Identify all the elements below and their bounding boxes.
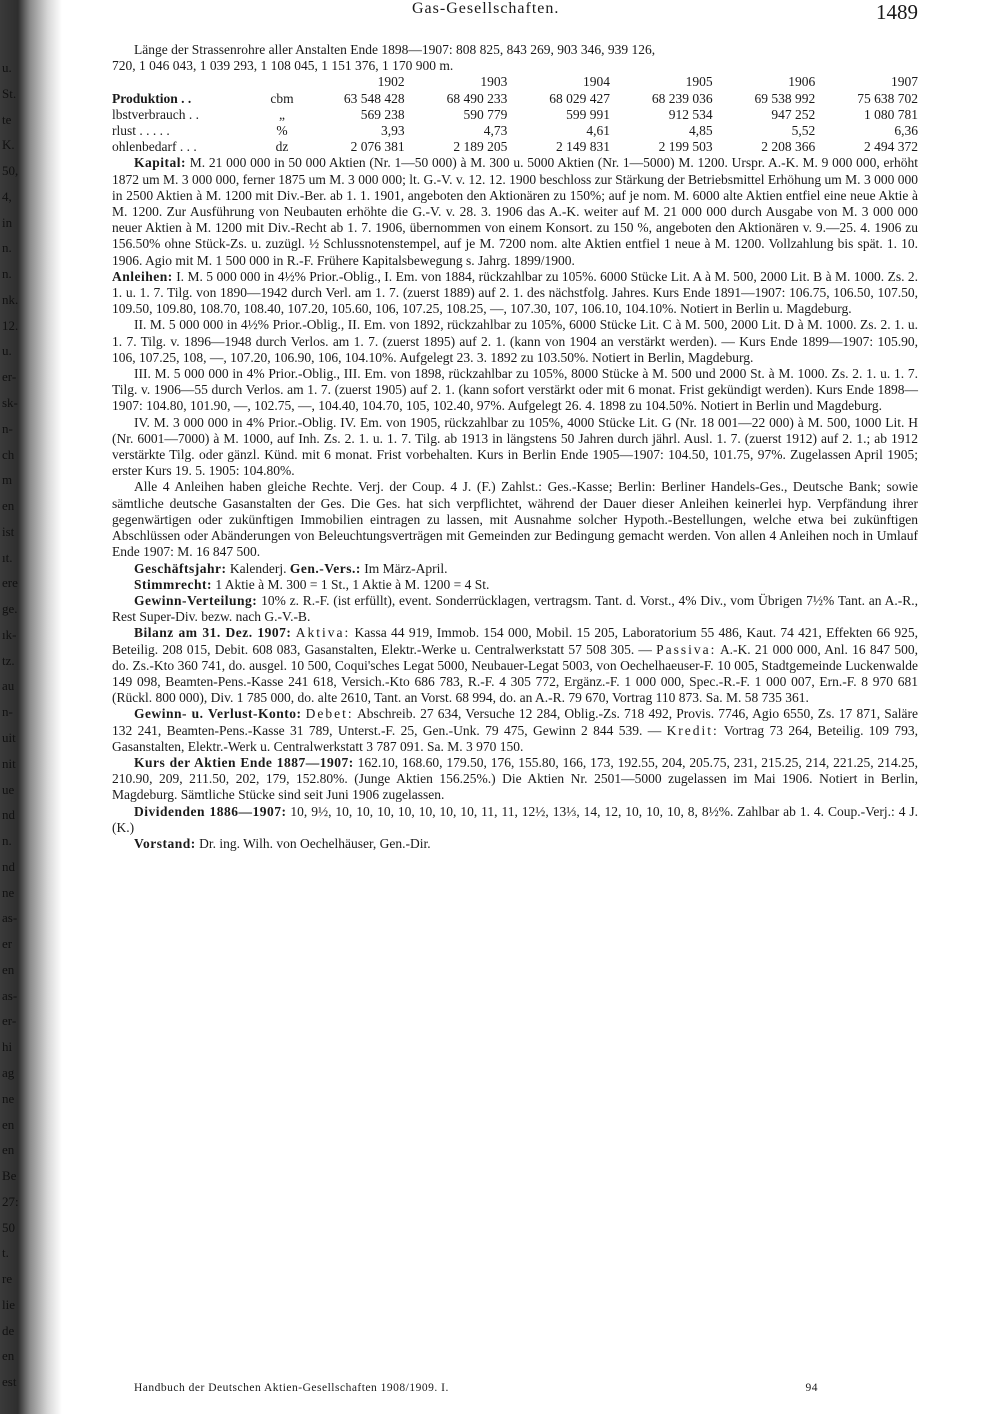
geschaeftsjahr-line: [112, 561, 918, 577]
stimmrecht-line: [112, 577, 918, 593]
table-cell: 68 490 233: [446, 90, 508, 106]
gutter-fragment: 27:: [2, 1193, 19, 1209]
table-cell: 2 076 381: [350, 139, 405, 155]
section-heading: Geschäftsjahr:: [134, 560, 227, 576]
gutter-fragment: u.: [2, 343, 12, 359]
gutter-fragment: n-: [2, 420, 13, 436]
gutter-fragment: n.: [2, 833, 12, 849]
table-cell: 2 199 503: [658, 139, 713, 155]
gutter-fragment: 4,: [2, 188, 12, 204]
passiva-label: Passiva:: [656, 641, 717, 657]
anleihen-section-1: [112, 269, 918, 318]
gutter-fragment: en: [2, 961, 15, 977]
year-header: 1903: [480, 74, 508, 90]
debet-text: Abschreib. 27 634, Versuche 12 284, Oblig.-Zs. 718 492, Provis. 7746, Agio 6550, Zs. 17 871, Saläre 132 241, Beamten-Pens.-Kasse 31 789, Unterst.-F. 25, Gen.-Unk. 79 475, Gewinn 2 844 539.: [112, 706, 918, 738]
gutter-fragment: n.: [2, 266, 12, 282]
row-label: ohlenbedarf . . .: [112, 139, 197, 155]
section-heading: Kurs der Aktien Ende 1887—1907:: [134, 754, 354, 770]
gutter-fragment: as-: [2, 910, 18, 926]
gutter-fragment: est: [2, 1374, 17, 1390]
table-cell: 3,93: [381, 123, 405, 139]
table-cell: 2 208 366: [761, 139, 816, 155]
gutter-fragment: ne: [2, 884, 15, 900]
gutter-fragment: ne: [2, 1090, 15, 1106]
kapital-section: [112, 155, 918, 268]
row-unit: „: [279, 106, 285, 122]
gutter-fragment: 50,: [2, 163, 19, 179]
gutter-fragment: St.: [2, 85, 17, 101]
section-heading: Vorstand:: [134, 835, 196, 851]
table-cell: 69 538 992: [754, 90, 816, 106]
section-text: 10% z. R.-F. (ist erfüllt), event. Sonderrücklagen, vertragsm. Tant. d. Vorst., 4% Div., vom Übrigen 7½% Tant. an A.-R., Rest Super-Div. bezw. nach G.-V.-B.: [112, 592, 918, 625]
footer-publication: Handbuch der Deutschen Aktien-Gesellschaften 1908/1909. I.: [134, 1382, 449, 1394]
gutter-fragment: tz.: [2, 652, 15, 668]
table-cell: 569 238: [360, 106, 405, 122]
gutter-fragment: en: [2, 1116, 15, 1132]
row-unit: cbm: [270, 90, 294, 106]
row-label: lbstverbrauch . .: [112, 106, 199, 122]
gutter-fragment: n-: [2, 704, 13, 720]
production-row: [112, 107, 918, 123]
anleihen-section-2: II. M. 5 000 000 in 4½% Prior.-Oblig., II. Em. von 1892, rückzahlbar zu 105%, 6000 Stücke Lit. C à M. 500, 2000 Lit. D à M. 1000. Zs. 2. 1. u. 1. 7. Tilg. v. 1896—1948 durch Verlos. am 1. 7. (zuerst 1895) auf 2. 1. (kann von 1904 an verstärkt werden). — Kurs Ende 1899—1907: 105.90, 106, 107.25, 108, —, 107.20, 106.90, 106, 104.10%. Aufgelegt 23. 3. 1892 zu 103.50%. Notiert in Berlin, Magdeburg.: [112, 317, 918, 365]
section-text: I. M. 5 000 000 in 4½% Prior.-Oblig., I. Em. von 1884, rückzahlbar zu 105%. 6000 Stücke Lit. A à M. 500, 2000 Lit. B à M. 1000. Zs. 2. 1. u. 1. 7. Tilg. von 1890—1942 durch Verl. am 1. 7. (zuerst 1889) auf 2. 1. des nächstfolg. Jahres. Kurs Ende 1891—1907: 106.75, 106.50, 107.50, 109.50, 109.80, 108.70, 108.40, 107.20, 105.60, 106, 107.25, 108.25, —, 107.30, 107, 106.10, 104.10%. Notiert in Berlin u. Magdeburg.: [112, 268, 918, 317]
gutter-fragment: ık-: [2, 626, 17, 642]
kurs-section: [112, 755, 918, 804]
gutter-fragment: en: [2, 498, 15, 514]
section-text: Dr. ing. Wilh. von Oechelhäuser, Gen.-Dir.: [199, 835, 431, 851]
gutter-fragment: ue: [2, 781, 15, 797]
production-year-row: [112, 74, 918, 90]
gutter-fragment: u.: [2, 60, 12, 75]
section-heading: Anleihen:: [112, 268, 173, 284]
gutter-fragment: er-: [2, 1013, 17, 1029]
gutter-fragment: as-: [2, 987, 18, 1003]
gutter-fragment: nd: [2, 807, 15, 823]
aktiva-text: Kassa 44 919, Immob. 154 000, Mobil. 15 205, Laboratorium 55 486, Kaut. 74 421, Effekten 66 925, Beteilig. 208 015, Debit. 608 083, Gasanstalten, Elektr.-Werke u. Centralwerkstatt 57 508 305.: [112, 625, 919, 657]
gutter-fragment: in: [2, 214, 13, 230]
year-header: 1904: [582, 74, 610, 90]
bilanz-section: Bilanz am 31. Dez. 1907: Aktiva: Kassa 44 919, Immob. 154 000, Mobil. 15 205, Laboratorium 55 486, Kaut. 74 421, Effekten 66 925, Beteilig. 208 015, Debit. 608 083, Gasanstalten, Elektr.-Werke u. Centralwerkstatt 57 508 305. — Passiva: A.-K. 21 000 000, Anl. 16 847 500, do. Zs.-Kto 360 741, do. ausgel. 10 500, Coqui'sches Legat 5000, Neubauer-Legat 5003, von Oechelhaeuser-F. 10 005, Stadtgemeinde Luckenwalde 149 098, Beamten-Pens.-Kasse 241 618, Versich.-Kto 686 783, R.-F. 4 305 772, Ergänz.-F. 1 000 000, Spec.-R.-F. 1 000 007, Ern.-F. 8 970 681 (Rückl. 800 000), Div. 1 785 000, do. alte 2610, Tant. an Vorst. 68 994, do. an A.-R. 79 670, Vortrag 110 873. Sa. M. 58 735 361.: [112, 625, 919, 706]
gutter-fragment: en: [2, 1348, 15, 1364]
gutter-fragment: K.: [2, 137, 15, 153]
kredit-text: Vortrag 73 264, Beteilig. 109 793, Gasanstalten, Elektr.-Werk u. Centralwerkstatt 3 787 091. Sa. M. 3 970 150.: [112, 722, 919, 754]
table-cell: 2 149 831: [555, 139, 610, 155]
gutter-fragment: er: [2, 936, 13, 952]
section-heading: Gen.-Vers.:: [289, 560, 361, 576]
gutter-fragment: 12.: [2, 317, 19, 333]
gutter-fragment: lie: [2, 1296, 15, 1312]
row-label: Produktion . .: [112, 90, 192, 106]
section-text: 1 Aktie à M. 300 = 1 St., 1 Aktie à M. 1200 = 4 St.: [215, 576, 490, 592]
anleihen-general-terms: Alle 4 Anleihen haben gleiche Rechte. Verj. der Coup. 4 J. (F.) Zahlst.: Ges.-Kasse; Berlin: Berliner Handels-Ges., Deutsche Bank; sowie sämtliche deutsche Gasanstalten der Ges. Die Ges. hat sich verpflichtet, während der Dauer dieser Anleihen keinerlei hyp. Verpfändung ihrer gegenwärtigen oder zukünftigen Immobilien eintragen zu lassen, mit Ausnahme solcher Hypoth.-Bestellungen, welche etwa bei zukünftigen Abschlüssen oder Abänderungen von Beleuchtungsverträgen mit Gemeinden zur Bedingung gemacht werden. Von allen 4 Anleihen noch in Umlauf Ende 1907: M. 16 847 500.: [112, 479, 918, 560]
section-text: Im März-April.: [364, 560, 448, 576]
dividenden-section: [112, 804, 918, 836]
gutter-fragment: au: [2, 678, 15, 694]
gutter-fragment: n.: [2, 240, 12, 256]
gutter-fragment: hi: [2, 1039, 13, 1055]
gutter-fragment: nd: [2, 858, 15, 874]
section-heading: Gewinn-Verteilung:: [134, 592, 258, 608]
passiva-text: A.-K. 21 000 000, Anl. 16 847 500, do. Zs.-Kto 360 741, do. ausgel. 10 500, Coqui'sches Legat 5000, Neubauer-Legat 5003, von Oechelhaeuser-F. 10 005, Stadtgemeinde Luckenwalde 149 098, Beamten-Pens.-Kasse 241 618, Versich.-Kto 686 783, R.-F. 4 305 772, Ergänz.-F. 1 000 000, Spec.-R.-F. 1 000 007, Ern.-F. 8 970 681 (Rückl. 800 000), Div. 1 785 000, do. alte 2610, Tant. an Vorst. 68 994, do. an A.-R. 79 670, Vortrag 110 873. Sa. M. 58 735 361.: [112, 641, 918, 706]
table-cell: 2 494 372: [864, 139, 918, 155]
section-text: 162.10, 168.60, 179.50, 176, 155.80, 166, 173, 192.55, 204, 205.75, 231, 215.25, 214, 221.25, 214.25, 210.90, 209, 211.50, 202, 179, 152.80%. (Junge Aktien 156.25%.) Die Aktien Nr. 2501—5000 zugelassen im Mai 1906. Notiert in Berlin, Magdeburg. Sämtliche Stücke sind seit Juni 1906 zugelassen.: [112, 754, 919, 803]
table-cell: 947 252: [771, 106, 816, 122]
table-cell: 590 779: [463, 106, 508, 122]
section-text: 10, 9½, 10, 10, 10, 10, 10, 10, 10, 11, 11, 12½, 13⅓, 14, 12, 10, 10, 10, 8, 8½%. Zahlbar ab 1. 4. Coup.-Verj.: 4 J. (K.): [112, 803, 919, 835]
vorstand-section: [112, 836, 918, 852]
table-cell: 5,52: [791, 123, 816, 139]
debet-label: Debet:: [305, 706, 354, 722]
table-cell: 599 991: [566, 106, 610, 122]
binding-gutter: [0, 0, 62, 1414]
section-text: M. 21 000 000 in 50 000 Aktien (Nr. 1—50 000) à M. 300 u. 5000 Aktien (Nr. 1—5000) M. 1200. Urspr. A.-K. M. 9 000 000, erhöht 1872 um M. 3 000 000, ferner 1875 um M. 3 000 000; lt. G.-V. v. 12. 12. 1900 beschloss zur Stärkung der Betriebsmittel Erhöhung um M. 3 000 000 in 2500 Aktien à M. 1200 mit Div.-Ber. ab 1. 1. 1901, angeboten den Aktionären zu 150%; auf je nom. M. 6000 alte Aktien entfiel eine neue Aktie à M. 1200. Zur Ausführung von Neubauten erhöhte die G.-V. v. 28. 3. 1906 das A.-K. weiter auf M. 21 000 000 durch Ausgabe von M. 3 000 000 neuer Aktien à M. 1200 mit Div.-Recht ab 1. 7. 1906, übernommen von einem Konsort. zu 150 %, angeboten den Aktionären v. 9.—25. 4. 1906 zu 156.50% ohne Stück-Zs. u. zuzügl. ½ Schlussnotenstempel, auf je M. 7200 nom. alte Aktien entfiel 1 neue à M. 1200. Vollzahlung bis spät. 1. 10. 1906. Agio mit M. 1 500 000 in R.-F. Frühere Kapitalsbewegung s. Jahrg. 1899/1900.: [112, 155, 918, 268]
gutter-fragment: ch: [2, 446, 15, 462]
kredit-label: Kredit:: [666, 722, 719, 738]
gutter-fragment: ge.: [2, 601, 18, 617]
table-cell: 68 239 036: [651, 90, 713, 106]
section-heading: Bilanz am 31. Dez. 1907:: [134, 625, 292, 641]
anleihen-section-4: IV. M. 3 000 000 in 4% Prior.-Oblig. IV. Em. von 1905, rückzahlbar zu 105%, 4000 Stücke Lit. G (Nr. 18 001—22 000) à M. 500, 1000 Lit. H (Nr. 6001—7000) à M. 1000, auf Inh. Zs. 2. 1. u. 1. 7. Tilg. ab 1913 in längstens 50 Jahren durch jährl. Ausl. 1. 7. (zuerst 1912) auf 2. 1.; ab 1912 verstärkte Tilg. oder gänzl. Künd. mit 6 monat. Frist vorbehalten. Kurs in Berlin Ende 1905—1907: 104.50, 101.75, 97%. Zugelassen April 1905; erster Kurs 19. 5. 1905: 104.80%.: [112, 414, 918, 479]
gutter-fragment: er-: [2, 369, 17, 385]
table-cell: 1 080 781: [864, 106, 918, 122]
row-unit: dz: [275, 139, 289, 155]
section-heading: Dividenden 1886—1907:: [134, 803, 287, 819]
gutter-fragment: ist: [2, 523, 15, 539]
production-row: [112, 91, 918, 107]
gutter-fragment: te: [2, 111, 12, 127]
gutter-fragment: 50: [2, 1219, 15, 1235]
table-cell: 912 534: [668, 106, 713, 122]
gutter-fragment: uit: [2, 730, 16, 745]
year-header: 1906: [788, 74, 816, 90]
pipe-length-line-2: 720, 1 046 043, 1 039 293, 1 108 045, 1 151 376, 1 170 900 m.: [112, 58, 454, 74]
gutter-fragment: Be: [2, 1168, 17, 1184]
gewinn-verlust-section: Gewinn- u. Verlust-Konto: Debet: Abschreib. 27 634, Versuche 12 284, Oblig.-Zs. 718 492, Provis. 7746, Agio 6550, Zs. 17 871, Saläre 132 241, Beamten-Pens.-Kasse 31 789, Unterst.-F. 25, Gen.-Unk. 79 475, Gewinn 2 844 539. — Kredit: Vortrag 73 264, Beteilig. 109 793, Gasanstalten, Elektr.-Werk u. Centralwerkstatt 3 787 091. Sa. M. 3 970 150.: [112, 706, 919, 754]
row-label: rlust . . . . .: [112, 123, 170, 139]
gutter-fragment: en: [2, 1142, 15, 1158]
gutter-fragment: nk.: [2, 291, 19, 307]
table-cell: 68 029 427: [549, 90, 610, 106]
table-cell: 2 189 205: [453, 139, 508, 155]
production-row: [112, 139, 918, 155]
document-page: [112, 0, 918, 1414]
anleihen-section-3: III. M. 5 000 000 in 4% Prior.-Oblig., III. Em. von 1898, rückzahlbar zu 105%, 8000 Stücke à M. 500 und 2000 St. à M. 1000. Zs. 2. 1. u. 1. 7. Tilg. v. 1906—55 durch Verlos. am 1. 7. (zuerst 1905) auf 2. 1. (kann sofort verstärkt oder mit 6 monat. Frist gekündigt werden). Kurs Ende 1898—1907: 104.80, 101.90, —, 102.75, —, 104.40, 104.70, 105, 102.40, 97%. Aufgelegt 26. 4. 1898 zu 104.50%. Notiert in Berlin und Magdeburg.: [112, 366, 918, 414]
gutter-fragment: re: [2, 1271, 13, 1287]
footer-signature: 94: [805, 1382, 818, 1394]
year-header: 1902: [377, 74, 405, 90]
table-cell: 4,73: [483, 123, 508, 139]
production-table: [112, 74, 918, 155]
page-number: 1489: [876, 0, 918, 24]
section-heading: Gewinn- u. Verlust-Konto:: [134, 706, 302, 722]
page-footer: [134, 1382, 918, 1394]
table-cell: 6,36: [894, 123, 918, 139]
table-cell: 4,85: [689, 123, 713, 139]
gutter-fragment: ere: [2, 575, 18, 591]
gutter-fragment: de: [2, 1322, 15, 1338]
aktiva-label: Aktiva:: [295, 625, 351, 641]
section-heading: Stimmrecht:: [134, 576, 212, 592]
table-cell: 75 638 702: [857, 90, 918, 106]
gutter-fragment: t.: [2, 1245, 9, 1261]
section-text: Kalenderj.: [229, 560, 287, 576]
running-title: Gas-Gesellschaften.: [412, 0, 560, 17]
row-unit: %: [276, 123, 288, 139]
gutter-fragment: nit: [2, 755, 16, 771]
section-heading: Kapital:: [134, 155, 187, 171]
gewinn-verteilung-section: [112, 593, 918, 625]
pipe-length-line-1: Länge der Strassenrohre aller Anstalten Ende 1898—1907: 808 825, 843 269, 903 346, 939 126,: [134, 42, 656, 57]
table-cell: 4,61: [586, 123, 610, 139]
gutter-fragment: sk-: [2, 395, 18, 410]
production-row: [112, 123, 918, 139]
year-header: 1905: [685, 74, 713, 90]
gutter-fragment: m: [2, 472, 13, 488]
table-cell: 63 548 428: [343, 90, 405, 106]
gutter-fragment: ag: [2, 1065, 15, 1080]
document-body: [112, 42, 918, 852]
year-header: 1907: [891, 74, 918, 90]
gutter-fragment: ıt.: [2, 549, 13, 565]
